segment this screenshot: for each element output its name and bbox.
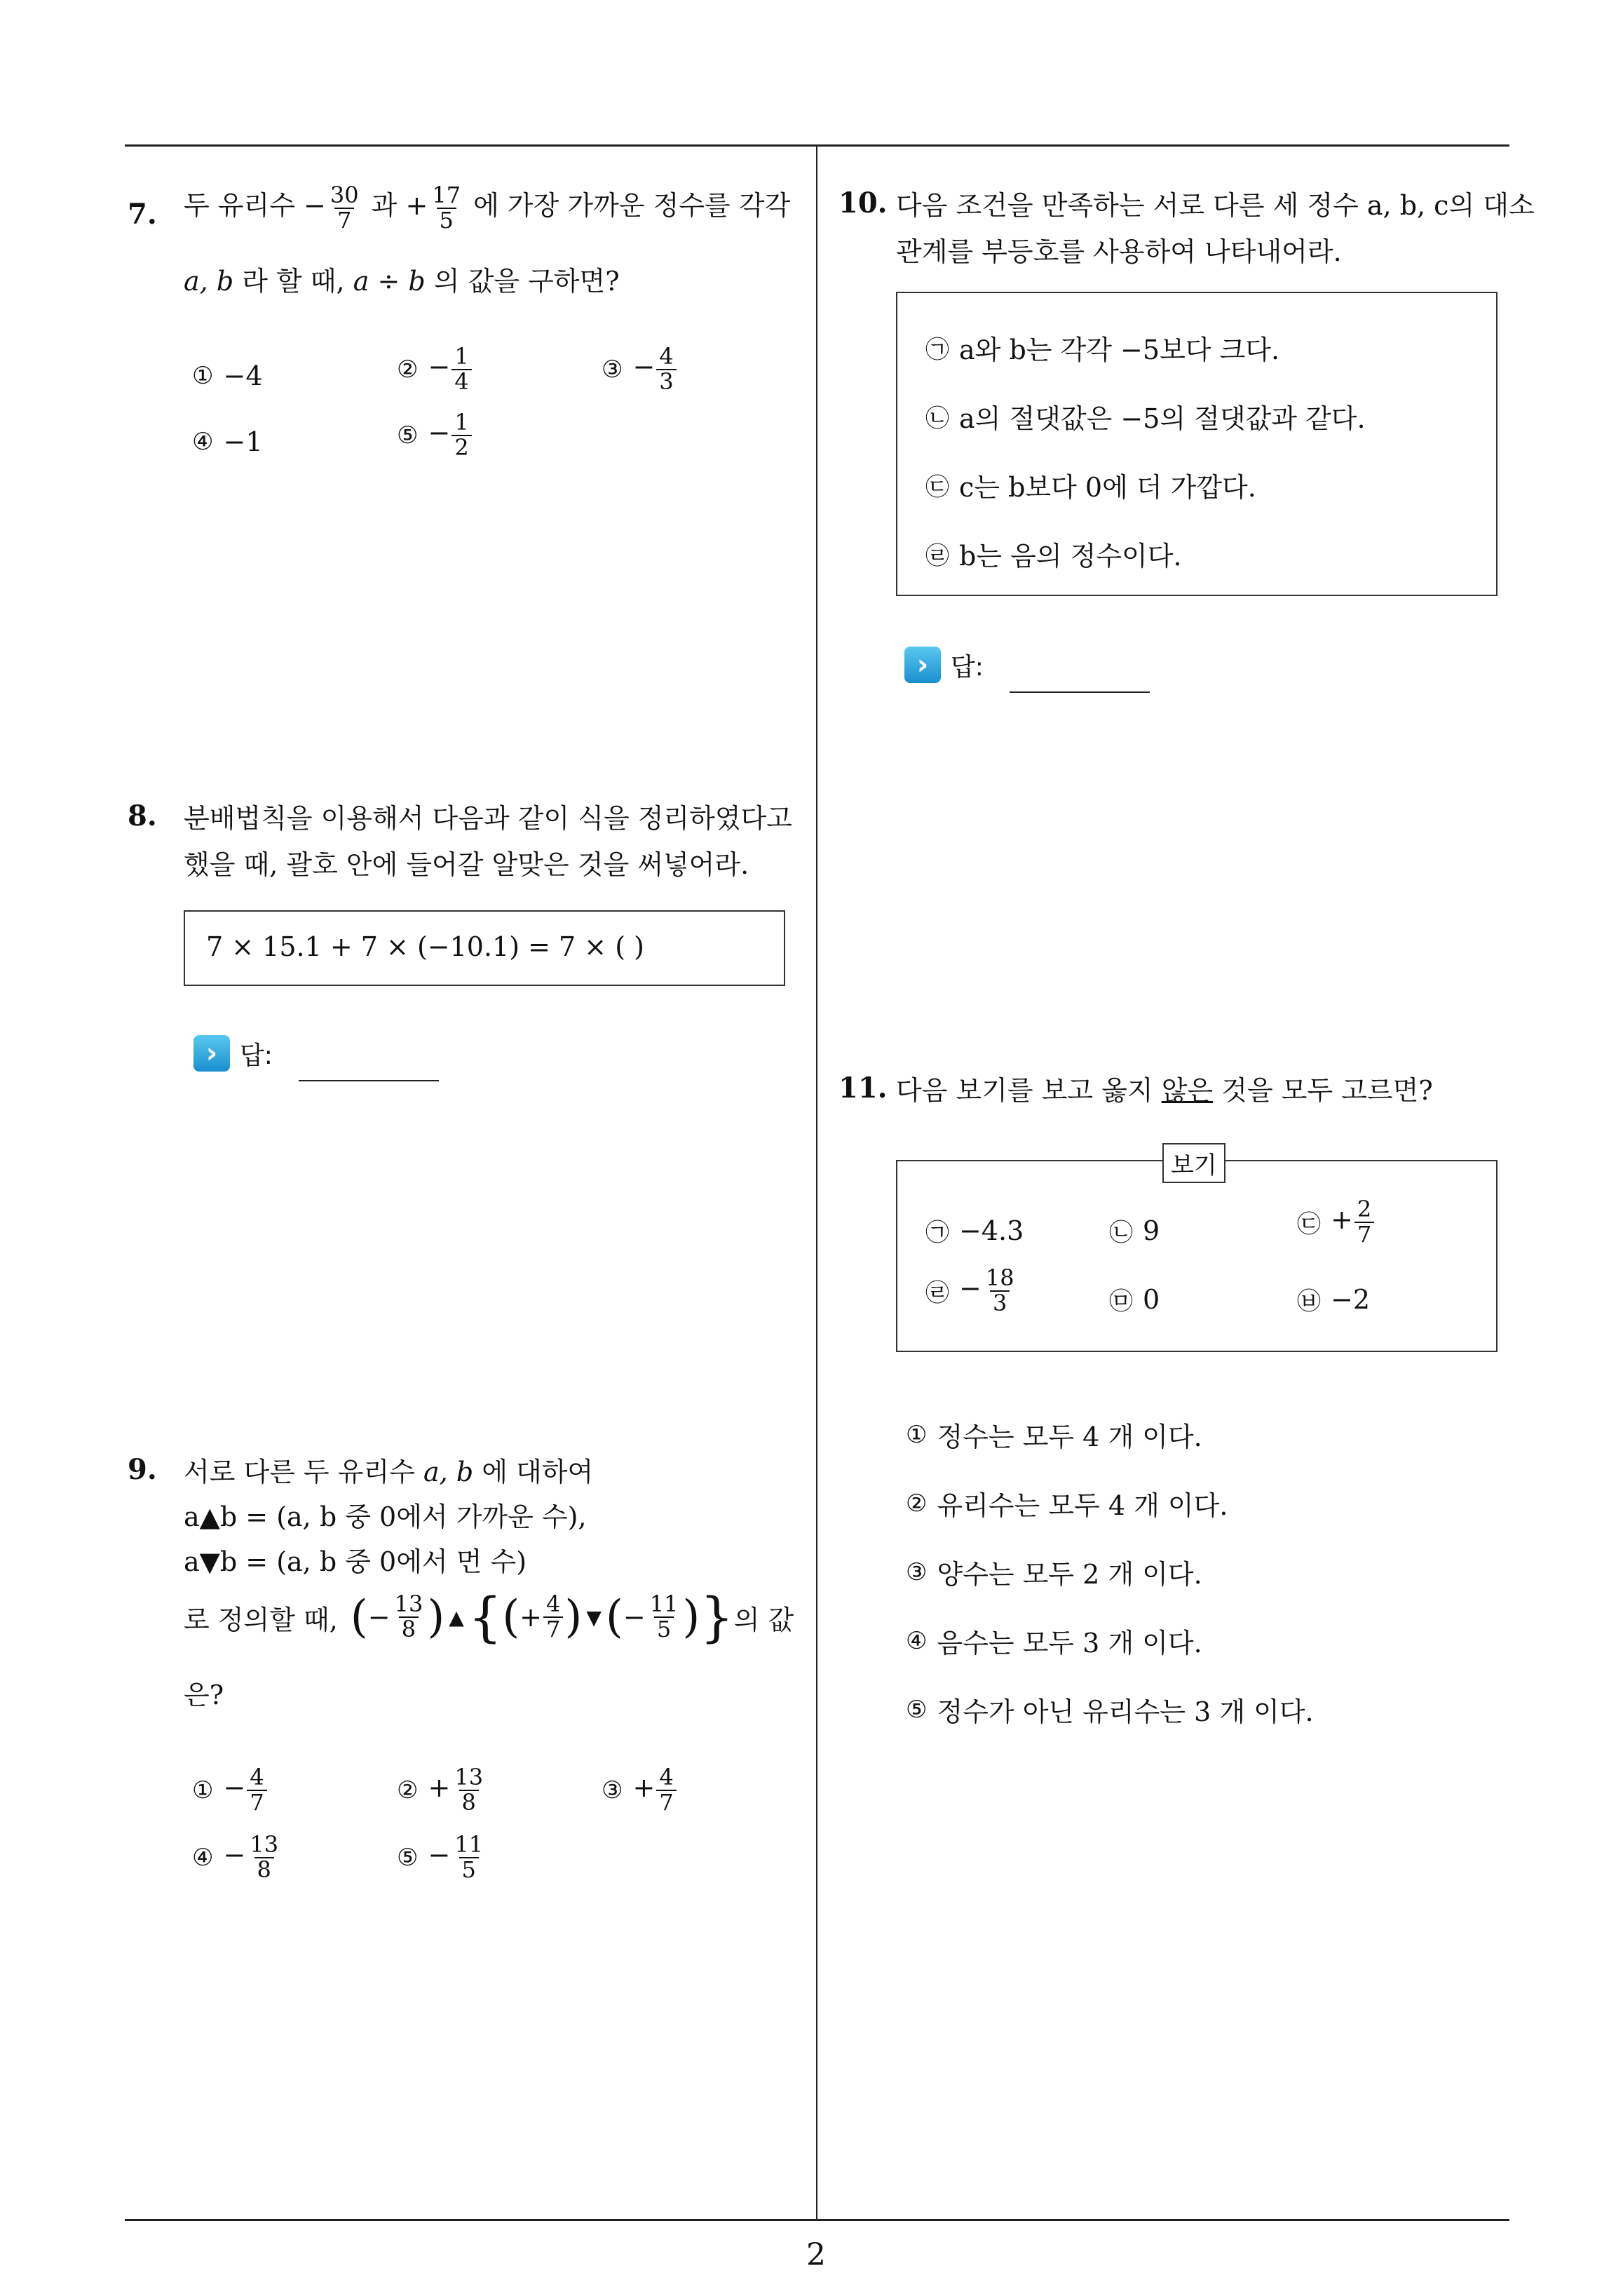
chevron-right-icon: ›: [904, 647, 941, 683]
choice-4[interactable]: ④ −1: [192, 426, 263, 457]
question-stem-line1: 서로 다른 두 유리수 a, b 에 대하여: [184, 1457, 594, 1487]
question-expression-line: 로 정의할 때, ( − $\frac{13}{8}$ ) ▲ { ( + $\frac{4}{7}$ ) ▼ ( − $\frac{11}{5}$ ) } 의 값: [184, 1586, 794, 1648]
conditions-box: [896, 292, 1498, 596]
question-stem-line2: 했을 때, 괄호 안에 들어갈 알맞은 것을 써넣어라.: [184, 849, 749, 880]
bogi-item-3: ㉢ + $\frac{2}{7}$: [1297, 1198, 1376, 1246]
bogi-item-4: ㉣ − $\frac{18}{3}$: [925, 1264, 1014, 1316]
question-number: 8.: [128, 799, 157, 832]
definition-closer: a▲b = (a, b 중 0에서 가까운 수),: [184, 1501, 587, 1532]
bogi-box: [896, 1160, 1498, 1352]
choice-2[interactable]: ② + $\frac{13}{8}$: [397, 1764, 484, 1816]
choice-4[interactable]: ④ 음수는 모두 3 개 이다.: [906, 1626, 1202, 1659]
answer-area: [904, 647, 984, 683]
question-stem-line1: 분배법칙을 이용해서 다음과 같이 식을 정리하였다고: [184, 803, 792, 834]
condition-1: ㉠ a와 b는 각각 −5보다 크다.: [925, 335, 1280, 365]
bogi-item-5: ㉤ 0: [1109, 1283, 1160, 1316]
choice-3[interactable]: ③ 양수는 모두 2 개 이다.: [906, 1558, 1202, 1590]
question-number: 9.: [128, 1453, 157, 1486]
question-stem-line5: 은?: [184, 1680, 224, 1710]
question-stem-line2: 관계를 부등호를 사용하여 나타내어라.: [896, 236, 1342, 267]
question-7: [128, 184, 808, 478]
question-11: [838, 1069, 1512, 1742]
chevron-right-icon: ›: [193, 1035, 230, 1072]
choice-3[interactable]: ③ + $\frac{4}{7}$: [602, 1766, 678, 1814]
choice-1[interactable]: ① − $\frac{4}{7}$: [192, 1766, 269, 1814]
answer-area: [193, 1035, 273, 1072]
choice-1[interactable]: ① −4: [192, 360, 263, 391]
choice-5[interactable]: ⑤ − $\frac{11}{5}$: [397, 1831, 484, 1883]
choice-3[interactable]: ③ − $\frac{4}{3}$: [602, 345, 678, 393]
question-10: [838, 184, 1535, 717]
page-number: 2: [806, 2237, 826, 2273]
choice-2[interactable]: ② − $\frac{1}{4}$: [397, 345, 473, 393]
question-number: 7.: [128, 198, 157, 231]
choice-1[interactable]: ① 정수는 모두 4 개 이다.: [906, 1420, 1202, 1452]
answer-blank[interactable]: [299, 1080, 439, 1081]
bottom-rule: [125, 2219, 1509, 2221]
condition-2: ㉡ a의 절댓값은 −5의 절댓값과 같다.: [925, 403, 1366, 434]
answer-label: 답:: [951, 652, 984, 682]
definition-farther: a▼b = (a, b 중 0에서 먼 수): [184, 1546, 527, 1577]
bogi-item-6: ㉥ −2: [1297, 1283, 1371, 1316]
question-stem: 다음 보기를 보고 옳지 않은 것을 모두 고르면?: [896, 1075, 1433, 1106]
choice-5[interactable]: ⑤ − $\frac{1}{2}$: [397, 411, 473, 459]
fraction: $\frac{17}{5}$: [432, 182, 461, 234]
choice-4[interactable]: ④ − $\frac{13}{8}$: [192, 1831, 279, 1883]
question-stem-line1: 다음 조건을 만족하는 서로 다른 세 정수 a, b, c의 대소: [896, 190, 1535, 221]
emphasis-underline: 않은: [1161, 1075, 1214, 1106]
choice-5[interactable]: ⑤ 정수가 아닌 유리수는 3 개 이다.: [906, 1695, 1314, 1727]
column-divider: [816, 144, 817, 2220]
question-number: 11.: [838, 1072, 888, 1105]
expression-box: [184, 910, 785, 986]
bogi-item-2: ㉡ 9: [1109, 1215, 1160, 1247]
condition-4: ㉣ b는 음의 정수이다.: [925, 541, 1182, 572]
question-stem-line2: a, b 라 할 때, a ÷ b 의 값을 구하면?: [184, 266, 620, 297]
choice-2[interactable]: ② 유리수는 모두 4 개 이다.: [906, 1489, 1228, 1521]
question-stem-line1: 두 유리수 − $\frac{30}{7}$ 과 + $\frac{17}{5}$ 에 가장 가까운 정수를 각각: [184, 182, 791, 234]
answer-blank[interactable]: [1010, 691, 1150, 693]
bogi-label: 보기: [1162, 1143, 1225, 1183]
question-number: 10.: [838, 187, 888, 220]
condition-3: ㉢ c는 b보다 0에 더 가깝다.: [925, 472, 1256, 503]
question-8: [128, 797, 808, 1105]
fraction: $\frac{30}{7}$: [330, 182, 359, 234]
expression: 7 × 15.1 + 7 × (−10.1) = 7 × ( ): [206, 931, 644, 962]
answer-label: 답:: [240, 1041, 273, 1070]
bogi-item-1: ㉠ −4.3: [925, 1215, 1024, 1247]
question-9: [128, 1450, 808, 1899]
